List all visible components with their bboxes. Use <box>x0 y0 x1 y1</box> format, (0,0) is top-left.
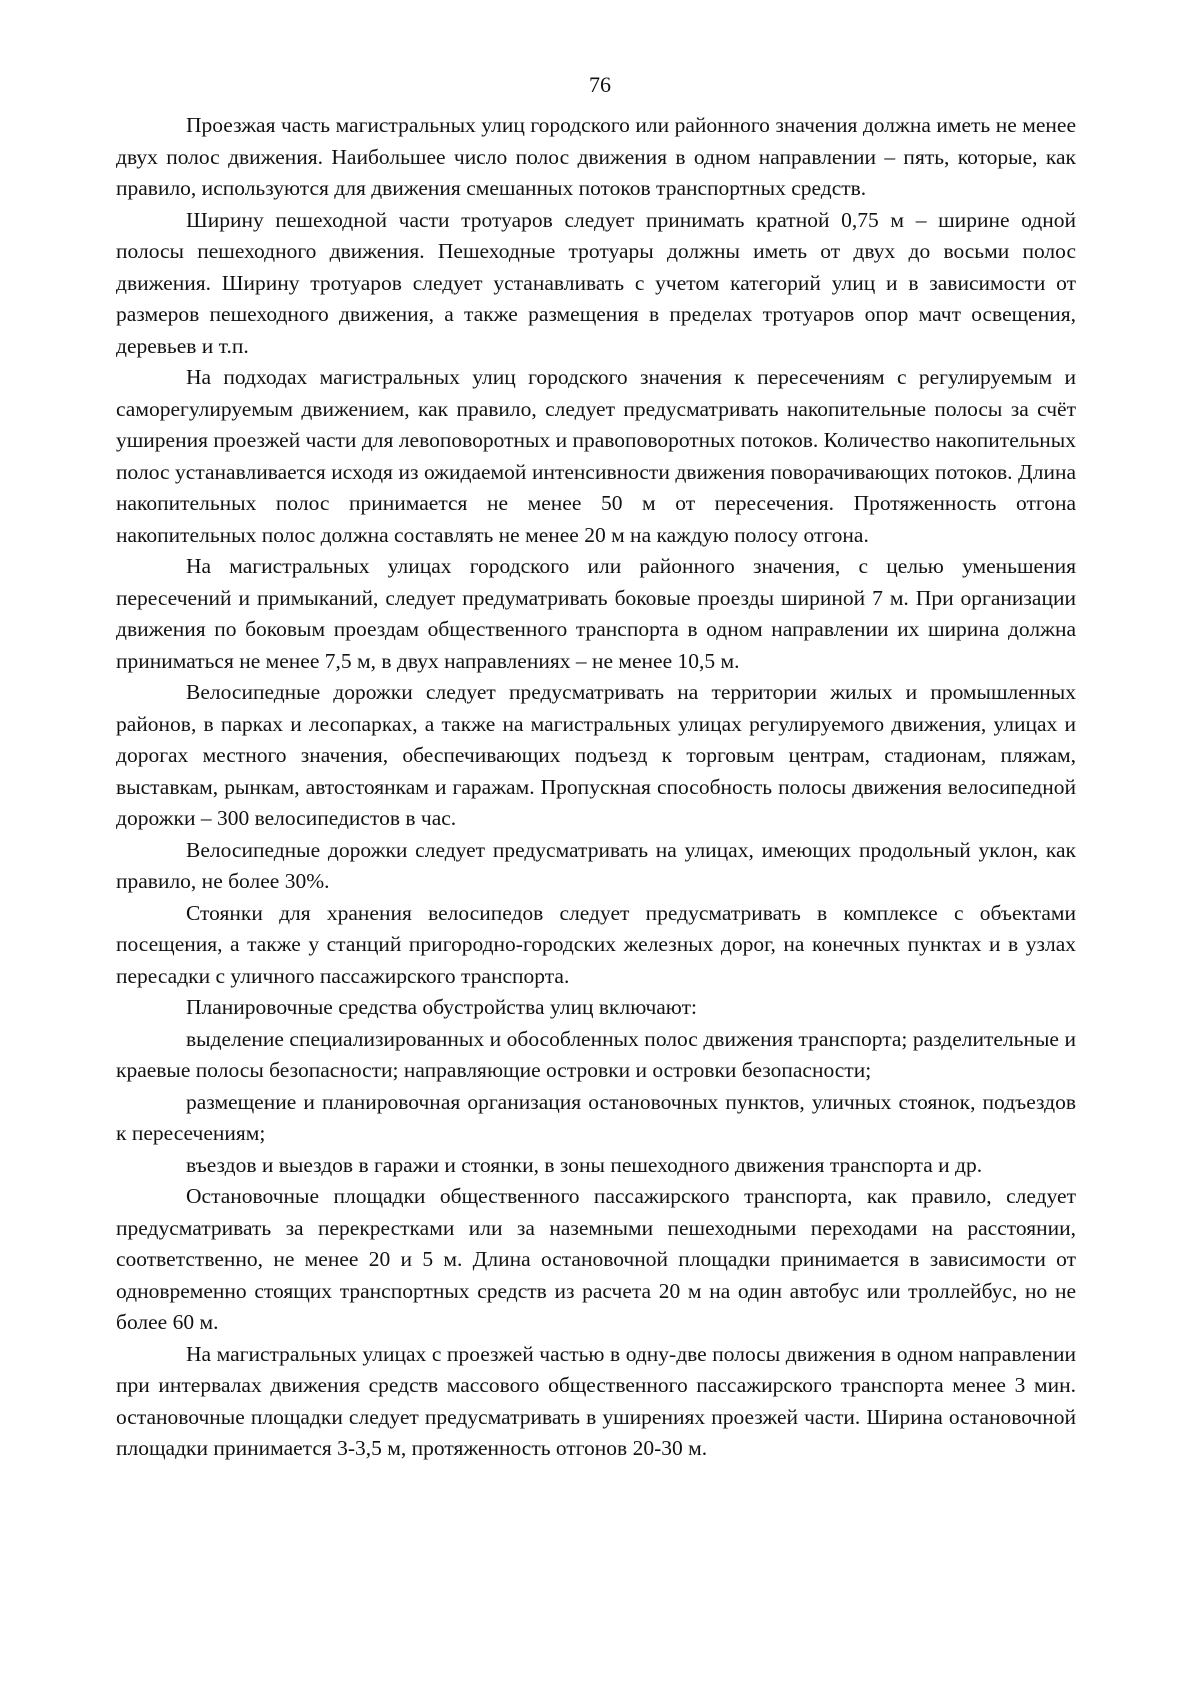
paragraph-7: Стоянки для хранения велосипедов следует предусматривать в комплексе с объектами посещения, а также у станций пригородно-городских железных дорог, на конечных пунктах и в узлах пересадки с уличного пассажирского транспорта. <box>116 900 1076 988</box>
paragraph-1: Проезжая часть магистральных улиц городского или районного значения должна иметь не менее двух полос движения. Наибольшее число полос движения в одном направлении – пять, которые, как правило, используются для движения смешанных потоков транспортных средств. <box>116 113 1076 200</box>
paragraph-11: въездов и выездов в гаражи и стоянки, в зоны пешеходного движения транспорта и др. <box>186 1152 983 1177</box>
page-number: 76 <box>589 72 611 97</box>
paragraph-5: Велосипедные дорожки следует предусматривать на территории жилых и промышленных районов, в парках и лесопарках, а также на магистральных улицах регулируемого движения, улицах и дорогах местного значения, обеспечивающих подъезд к торговым центрам, стадионам, пляжам, выставкам, рынкам, автостоянкам и гаражам. Пропускная способность полосы движения велосипедной дорожки – 300 велосипедистов в час. <box>116 680 1076 830</box>
paragraph-12: Остановочные площадки общественного пассажирского транспорта, как правило, следует предусматривать за перекрестками или за наземными пешеходными переходами на расстоянии, соответственно, не менее 20 и 5 м. Длина остановочной площадки принимается в зависимости от одновременно стоящих транспортных средств из расчета 20 м на один автобус или троллейбус, но не более 60 м. <box>116 1184 1076 1334</box>
paragraph-9: выделение специализированных и обособленных полос движения транспорта; разделительные и краевые полосы безопасности; направляющие островки и островки безопасности; <box>116 1026 1076 1082</box>
paragraph-6: Велосипедные дорожки следует предусматривать на улицах, имеющих продольный уклон, как правило, не более 30%. <box>116 837 1076 893</box>
paragraph-8: Планировочные средства обустройства улиц включают: <box>186 995 697 1019</box>
paragraph-2: Ширину пешеходной части тротуаров следует принимать кратной 0,75 м – ширине одной полосы пешеходного движения. Пешеходные тротуары должны иметь от двух до восьми полос движения. Ширину тротуаров следует устанавливать с учетом категорий улиц и в зависимости от размеров пешеходного движения, а также размещения в пределах тротуаров опор мачт освещения, деревьев и т.п. <box>116 207 1076 358</box>
document-body <box>116 110 1076 1465</box>
paragraph-3: На подходах магистральных улиц городского значения к пересечениям с регулируемым и саморегулируемым движением, как правило, следует предусматривать накопительные полосы за счёт уширения проезжей части для левоповоротных и правоповоротных потоков. Количество накопительных полос устанавливается исходя из ожидаемой интенсивности движения поворачивающих потоков. Длина накопительных полос принимается не менее 50 м от пересечения. Протяженность отгона накопительных полос должна составлять не менее 20 м на каждую полосу отгона. <box>116 365 1076 547</box>
paragraph-10: размещение и планировочная организация остановочных пунктов, уличных стоянок, подъездов к пересечениям; <box>116 1089 1076 1145</box>
paragraph-4: На магистральных улицах городского или районного значения, с целью уменьшения пересечений и примыканий, следует предуматривать боковые проезды шириной 7 м. При организации движения по боковым проездам общественного транспорта в одном направлении их ширина должна приниматься не менее 7,5 м, в двух направлениях – не менее 10,5 м. <box>116 554 1076 673</box>
paragraph-13: На магистральных улицах с проезжей частью в одну-две полосы движения в одном направлении при интервалах движения средств массового общественного пассажирского транспорта менее 3 мин. остановочные площадки следует предусматривать в уширениях проезжей части. Ширина остановочной площадки принимается 3-3,5 м, протяженность отгонов 20-30 м. <box>116 1341 1076 1460</box>
